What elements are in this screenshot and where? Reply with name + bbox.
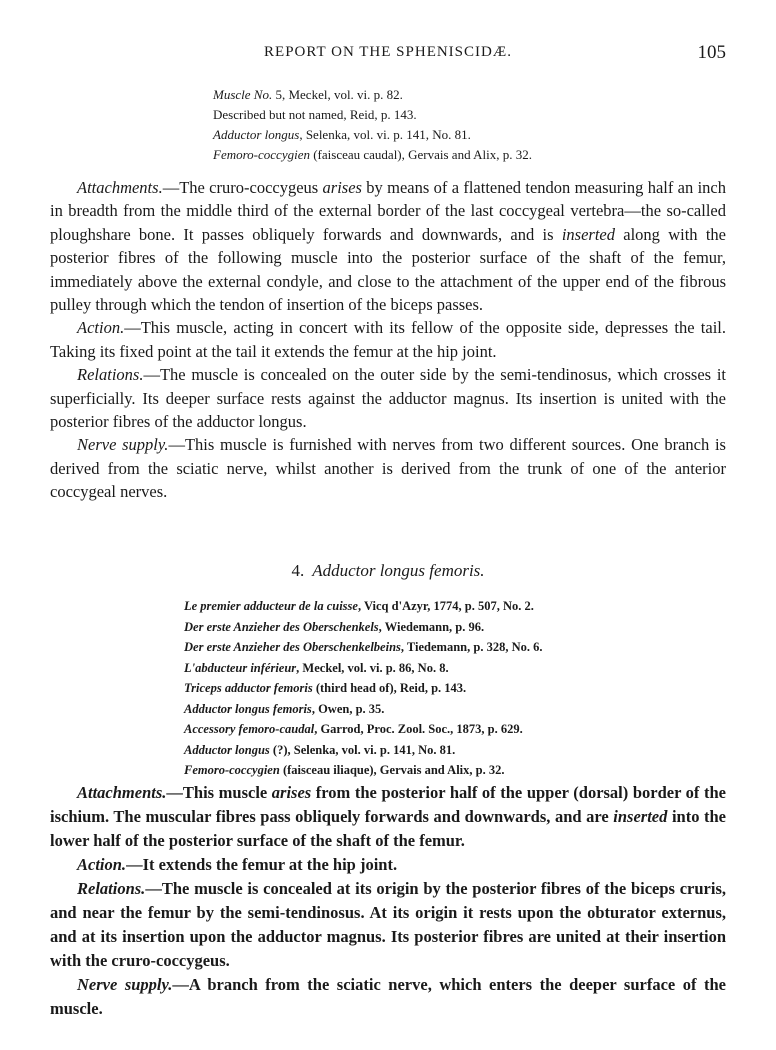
attachments-paragraph [50, 781, 726, 853]
synonymy-entry [184, 637, 542, 658]
synonymy-list-cruro-coccygeus [213, 85, 532, 165]
synonym-name: Triceps adductor femoris [184, 681, 313, 695]
paragraph-label: Action. [77, 318, 125, 338]
paragraph-text: —The cruro-coccygeus [162, 178, 323, 197]
synonymy-entry [184, 596, 542, 617]
synonym-name: Le premier adducteur de la cuisse [184, 599, 358, 613]
paragraph-text: along with the posterior fibres of the following muscle into the posterior surface of the shaft of the femur, immediately above the external condyle, and close to the attachment of the upper end of the fibrous pulley through which the tendon of insertion of the biceps passes. [50, 224, 727, 315]
emphasis: arises [322, 178, 362, 197]
synonym-name: Der erste Anzieher des Oberschenkels [184, 619, 379, 634]
synonym-citation: , Garrod, Proc. Zool. Soc., 1873, p. 629. [314, 722, 523, 736]
running-title: REPORT ON THE SPHENISCIDÆ. [264, 44, 512, 60]
paragraph-text: —This muscle [166, 783, 272, 802]
relations-paragraph [50, 363, 726, 433]
emphasis: arises [271, 783, 312, 802]
paragraph-text: by means of a flattened tendon measuring half an inch in breadth from the middle third of the external border of the last coccygeal vertebra—the so-called ploughshare bone. It passes obliquely forwards and downwards, and is [50, 178, 726, 244]
cruro-coccygeus-description [50, 176, 726, 504]
synonym-citation: (?), Selenka, vol. vi. p. 141, No. 81. [269, 742, 456, 757]
section-number: 4. [291, 561, 305, 580]
synonym-citation: , Vicq d'Azyr, 1774, p. 507, No. 2. [357, 599, 534, 613]
synonym-name: Muscle No. [213, 87, 273, 102]
section-heading [0, 561, 776, 581]
synonym-citation: (third head of), Reid, p. 143. [312, 681, 467, 695]
paragraph-text: —The muscle is concealed on the outer side by the semi-tendinosus, which crosses it superficially. Its deeper surface rests against the adductor magnus. Its insertion is united with the posterior fibres of the adductor longus. [50, 365, 726, 432]
synonym-name: Accessory femoro-caudal [184, 722, 315, 736]
synonymy-entry [184, 699, 542, 720]
synonymy-entry [184, 658, 542, 679]
emphasis: inserted [561, 224, 615, 244]
synonymy-entry [213, 145, 532, 165]
synonymy-entry [213, 125, 532, 145]
running-head [50, 42, 726, 68]
synonymy-entry [184, 760, 542, 781]
paragraph-label: Attachments. [77, 178, 163, 197]
synonymy-entry [213, 85, 532, 105]
paragraph-label: Relations. [77, 365, 144, 385]
paragraph-label: Action. [77, 855, 127, 874]
emphasis: inserted [613, 807, 668, 826]
synonym-citation: (faisceau iliaque), Gervais and Alix, p. 32. [279, 763, 505, 777]
synonym-citation: 5, Meckel, vol. vi. p. 82. [272, 87, 403, 102]
nerve-supply-paragraph [50, 973, 726, 1021]
paragraph-text: from the posterior half of the upper (dorsal) border of the ischium. The muscular fibres pass obliquely forwards and downwards, and are [50, 783, 726, 826]
synonym-citation: , Wiedemann, p. 96. [378, 619, 485, 634]
synonym-citation: (faisceau caudal), Gervais and Alix, p. 32. [309, 147, 532, 162]
synonym-name: L'abducteur inférieur [184, 660, 297, 675]
synonym-name: Adductor longus femoris [184, 701, 312, 716]
paragraph-text: —The muscle is concealed at its origin by the posterior fibres of the biceps cruris, and near the femur by the semi-tendinosus. At its origin it rests upon the obturator externus, and at its insertion upon the adductor magnus. Its posterior fibres are united at their insertion with the cruro-coccygeus. [50, 879, 726, 970]
paragraph-text: —This muscle is furnished with nerves from two different sources. One branch is derived from the sciatic nerve, whilst another is derived from the trunk of one of the anterior coccygeal nerves. [50, 435, 726, 502]
section-title: Adductor longus femoris. [312, 561, 485, 580]
adductor-longus-description [50, 781, 726, 1021]
relations-paragraph [50, 877, 726, 973]
paragraph-text: —It extends the femur at the hip joint. [126, 855, 398, 874]
paragraph-label: Attachments. [77, 783, 167, 802]
synonym-name: Adductor longus [184, 742, 270, 757]
synonymy-entry [213, 105, 532, 125]
synonym-name: Femoro-coccygien [184, 763, 280, 777]
nerve-supply-paragraph [50, 433, 726, 503]
synonymy-entry [184, 740, 542, 761]
synonymy-list-adductor-longus [184, 596, 542, 781]
synonymy-entry [184, 678, 542, 699]
synonym-citation: , Meckel, vol. vi. p. 86, No. 8. [296, 660, 449, 675]
synonym-name: Femoro-coccygien [213, 147, 310, 162]
paragraph-text: into the lower half of the posterior surface of the shaft of the femur. [50, 807, 727, 850]
action-paragraph [50, 316, 726, 363]
synonym-citation: Described but not named, Reid, p. 143. [213, 107, 417, 122]
synonym-name: Adductor longus [213, 127, 300, 142]
synonym-name: Der erste Anzieher des Oberschenkelbeins [184, 640, 401, 654]
paragraph-label: Relations. [77, 879, 146, 898]
synonym-citation: , Tiedemann, p. 328, No. 6. [400, 640, 543, 654]
synonym-citation: , Selenka, vol. vi. p. 141, No. 81. [299, 127, 471, 142]
paragraph-text: —This muscle, acting in concert with its fellow of the opposite side, depresses the tail. Taking its fixed point at the tail it extends the femur at the hip joint. [50, 318, 726, 361]
paragraph-label: Nerve supply. [77, 435, 169, 455]
synonym-citation: , Owen, p. 35. [311, 701, 385, 716]
synonymy-entry [184, 719, 542, 740]
synonymy-entry [184, 617, 542, 638]
paragraph-label: Nerve supply. [77, 975, 173, 994]
page-number: 105 [697, 42, 726, 63]
attachments-paragraph [50, 176, 726, 316]
action-paragraph [50, 853, 726, 877]
paragraph-text: —A branch from the sciatic nerve, which enters the deeper surface of the muscle. [50, 975, 726, 1018]
